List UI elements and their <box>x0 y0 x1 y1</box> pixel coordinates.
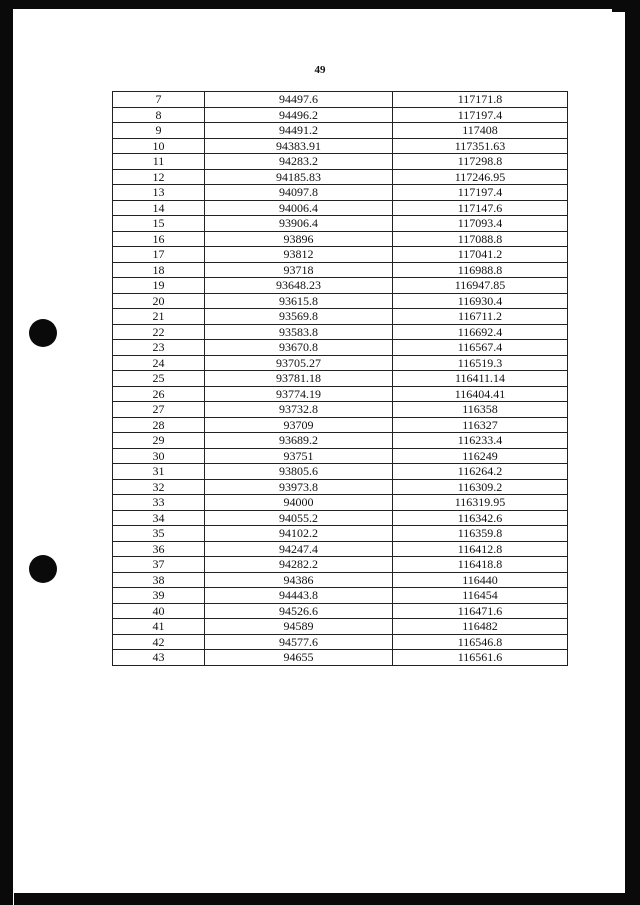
x-coordinate-cell: 94655 <box>205 650 393 666</box>
table-row <box>113 293 568 309</box>
x-coordinate-cell: 94526.6 <box>205 603 393 619</box>
y-coordinate-cell: 116327 <box>393 417 568 433</box>
y-coordinate-cell: 116988.8 <box>393 262 568 278</box>
scan-border-right <box>625 10 640 905</box>
table-row <box>113 588 568 604</box>
x-coordinate-cell: 93751 <box>205 448 393 464</box>
table-row <box>113 278 568 294</box>
y-coordinate-cell: 116567.4 <box>393 340 568 356</box>
y-coordinate-cell: 116692.4 <box>393 324 568 340</box>
x-coordinate-cell: 93774.19 <box>205 386 393 402</box>
y-coordinate-cell: 116249 <box>393 448 568 464</box>
point-number-cell: 13 <box>113 185 205 201</box>
point-number-cell: 36 <box>113 541 205 557</box>
point-number-cell: 21 <box>113 309 205 325</box>
x-coordinate-cell: 93781.18 <box>205 371 393 387</box>
y-coordinate-cell: 117197.4 <box>393 185 568 201</box>
table-row <box>113 479 568 495</box>
scan-border-top <box>0 0 640 9</box>
point-number-cell: 27 <box>113 402 205 418</box>
y-coordinate-cell: 117088.8 <box>393 231 568 247</box>
y-coordinate-cell: 116359.8 <box>393 526 568 542</box>
x-coordinate-cell: 94282.2 <box>205 557 393 573</box>
x-coordinate-cell: 94006.4 <box>205 200 393 216</box>
point-number-cell: 29 <box>113 433 205 449</box>
x-coordinate-cell: 94097.8 <box>205 185 393 201</box>
point-number-cell: 15 <box>113 216 205 232</box>
x-coordinate-cell: 94055.2 <box>205 510 393 526</box>
y-coordinate-cell: 117147.6 <box>393 200 568 216</box>
x-coordinate-cell: 93705.27 <box>205 355 393 371</box>
y-coordinate-cell: 117093.4 <box>393 216 568 232</box>
y-coordinate-cell: 116309.2 <box>393 479 568 495</box>
y-coordinate-cell: 117408 <box>393 123 568 139</box>
table-row <box>113 169 568 185</box>
point-number-cell: 26 <box>113 386 205 402</box>
y-coordinate-cell: 116454 <box>393 588 568 604</box>
x-coordinate-cell: 93732.8 <box>205 402 393 418</box>
y-coordinate-cell: 116930.4 <box>393 293 568 309</box>
y-coordinate-cell: 116947.85 <box>393 278 568 294</box>
point-number-cell: 38 <box>113 572 205 588</box>
point-number-cell: 14 <box>113 200 205 216</box>
x-coordinate-cell: 94589 <box>205 619 393 635</box>
y-coordinate-cell: 117246.95 <box>393 169 568 185</box>
x-coordinate-cell: 93615.8 <box>205 293 393 309</box>
table-row <box>113 371 568 387</box>
point-number-cell: 18 <box>113 262 205 278</box>
y-coordinate-cell: 117041.2 <box>393 247 568 263</box>
x-coordinate-cell: 94102.2 <box>205 526 393 542</box>
x-coordinate-cell: 94185.83 <box>205 169 393 185</box>
table-row <box>113 603 568 619</box>
table-row <box>113 309 568 325</box>
point-number-cell: 30 <box>113 448 205 464</box>
y-coordinate-cell: 116342.6 <box>393 510 568 526</box>
point-number-cell: 16 <box>113 231 205 247</box>
point-number-cell: 42 <box>113 634 205 650</box>
table-row <box>113 495 568 511</box>
x-coordinate-cell: 94497.6 <box>205 92 393 108</box>
point-number-cell: 24 <box>113 355 205 371</box>
point-number-cell: 37 <box>113 557 205 573</box>
point-number-cell: 7 <box>113 92 205 108</box>
y-coordinate-cell: 116404.41 <box>393 386 568 402</box>
table-row <box>113 448 568 464</box>
x-coordinate-cell: 93718 <box>205 262 393 278</box>
point-number-cell: 19 <box>113 278 205 294</box>
punch-hole-top <box>29 319 57 347</box>
x-coordinate-cell: 94491.2 <box>205 123 393 139</box>
table-row <box>113 247 568 263</box>
point-number-cell: 28 <box>113 417 205 433</box>
x-coordinate-cell: 93812 <box>205 247 393 263</box>
table-row <box>113 386 568 402</box>
table-row <box>113 355 568 371</box>
scan-border-left <box>0 0 13 905</box>
table-row <box>113 417 568 433</box>
point-number-cell: 43 <box>113 650 205 666</box>
table-body <box>113 92 568 666</box>
x-coordinate-cell: 94496.2 <box>205 107 393 123</box>
x-coordinate-cell: 94386 <box>205 572 393 588</box>
y-coordinate-cell: 117298.8 <box>393 154 568 170</box>
coordinate-table <box>112 91 568 666</box>
table-row <box>113 216 568 232</box>
y-coordinate-cell: 116412.8 <box>393 541 568 557</box>
point-number-cell: 11 <box>113 154 205 170</box>
table-row <box>113 402 568 418</box>
x-coordinate-cell: 94000 <box>205 495 393 511</box>
point-number-cell: 40 <box>113 603 205 619</box>
x-coordinate-cell: 93648.23 <box>205 278 393 294</box>
table-row <box>113 262 568 278</box>
y-coordinate-cell: 116358 <box>393 402 568 418</box>
table-row <box>113 185 568 201</box>
table-row <box>113 526 568 542</box>
point-number-cell: 34 <box>113 510 205 526</box>
x-coordinate-cell: 93709 <box>205 417 393 433</box>
point-number-cell: 8 <box>113 107 205 123</box>
x-coordinate-cell: 93670.8 <box>205 340 393 356</box>
table-row <box>113 107 568 123</box>
y-coordinate-cell: 116711.2 <box>393 309 568 325</box>
x-coordinate-cell: 94383.91 <box>205 138 393 154</box>
y-coordinate-cell: 116411.14 <box>393 371 568 387</box>
point-number-cell: 35 <box>113 526 205 542</box>
y-coordinate-cell: 117197.4 <box>393 107 568 123</box>
y-coordinate-cell: 116546.8 <box>393 634 568 650</box>
point-number-cell: 25 <box>113 371 205 387</box>
table-row <box>113 92 568 108</box>
x-coordinate-cell: 93906.4 <box>205 216 393 232</box>
y-coordinate-cell: 116319.95 <box>393 495 568 511</box>
table-row <box>113 541 568 557</box>
y-coordinate-cell: 116418.8 <box>393 557 568 573</box>
x-coordinate-cell: 93973.8 <box>205 479 393 495</box>
table-row <box>113 138 568 154</box>
table-row <box>113 324 568 340</box>
table-row <box>113 200 568 216</box>
y-coordinate-cell: 116471.6 <box>393 603 568 619</box>
x-coordinate-cell: 94577.6 <box>205 634 393 650</box>
point-number-cell: 17 <box>113 247 205 263</box>
x-coordinate-cell: 93896 <box>205 231 393 247</box>
y-coordinate-cell: 116233.4 <box>393 433 568 449</box>
table-row <box>113 510 568 526</box>
table-row <box>113 123 568 139</box>
x-coordinate-cell: 94247.4 <box>205 541 393 557</box>
table-row <box>113 557 568 573</box>
point-number-cell: 20 <box>113 293 205 309</box>
y-coordinate-cell: 116264.2 <box>393 464 568 480</box>
x-coordinate-cell: 93805.6 <box>205 464 393 480</box>
table-row <box>113 634 568 650</box>
y-coordinate-cell: 116519.3 <box>393 355 568 371</box>
x-coordinate-cell: 93569.8 <box>205 309 393 325</box>
point-number-cell: 33 <box>113 495 205 511</box>
y-coordinate-cell: 116482 <box>393 619 568 635</box>
point-number-cell: 23 <box>113 340 205 356</box>
page-number: 49 <box>314 64 326 76</box>
point-number-cell: 22 <box>113 324 205 340</box>
table-row <box>113 433 568 449</box>
point-number-cell: 41 <box>113 619 205 635</box>
y-coordinate-cell: 117171.8 <box>393 92 568 108</box>
table-row <box>113 572 568 588</box>
x-coordinate-cell: 93689.2 <box>205 433 393 449</box>
x-coordinate-cell: 94443.8 <box>205 588 393 604</box>
y-coordinate-cell: 116440 <box>393 572 568 588</box>
point-number-cell: 12 <box>113 169 205 185</box>
table-row <box>113 154 568 170</box>
x-coordinate-cell: 93583.8 <box>205 324 393 340</box>
scan-border-bottom <box>14 893 626 905</box>
table-row <box>113 231 568 247</box>
point-number-cell: 9 <box>113 123 205 139</box>
point-number-cell: 10 <box>113 138 205 154</box>
punch-hole-bottom <box>29 555 57 583</box>
x-coordinate-cell: 94283.2 <box>205 154 393 170</box>
point-number-cell: 31 <box>113 464 205 480</box>
y-coordinate-cell: 117351.63 <box>393 138 568 154</box>
table-row <box>113 619 568 635</box>
point-number-cell: 39 <box>113 588 205 604</box>
table-row <box>113 650 568 666</box>
point-number-cell: 32 <box>113 479 205 495</box>
table-row <box>113 340 568 356</box>
table-row <box>113 464 568 480</box>
y-coordinate-cell: 116561.6 <box>393 650 568 666</box>
